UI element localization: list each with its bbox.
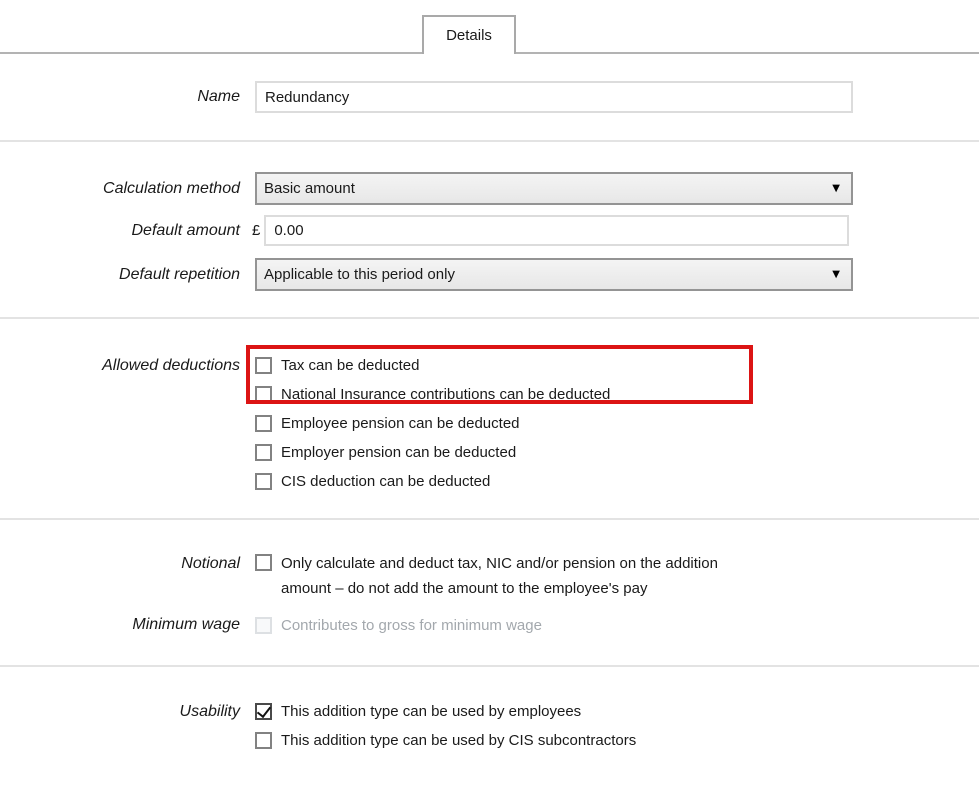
usability-row-cis [255, 726, 636, 755]
notional-option-text [281, 551, 718, 601]
minimum-wage-row [255, 615, 542, 635]
usability-label: Usability [179, 703, 240, 720]
currency-symbol: £ [252, 222, 261, 239]
notional-row [255, 551, 718, 601]
minimum-wage-label: Minimum wage [132, 616, 240, 633]
default-amount-input[interactable] [264, 215, 849, 246]
checkbox-label: This addition type can be used by CIS subcontractors [281, 732, 637, 749]
checkbox-label: Employer pension can be deducted [281, 444, 517, 461]
usability-row-employees [255, 697, 636, 726]
default-repetition-label: Default repetition [119, 265, 240, 283]
usability-section [0, 667, 979, 755]
calculation-method-dropdown[interactable] [255, 172, 853, 205]
allowed-deductions-label: Allowed deductions [102, 357, 240, 374]
tab-bar [0, 0, 979, 54]
checkbox-label: Tax can be deducted [281, 357, 420, 374]
deduction-row-cis [255, 467, 610, 496]
employer-pension-checkbox[interactable] [255, 444, 272, 461]
name-section [0, 54, 979, 140]
notional-option-line2: amount – do not add the amount to the employee's pay [281, 580, 648, 597]
notional-label: Notional [181, 555, 240, 572]
calculation-section [0, 142, 979, 317]
calculation-method-label: Calculation method [103, 179, 240, 197]
checkbox-label: National Insurance contributions can be deducted [281, 386, 611, 403]
default-amount-label: Default amount [131, 221, 240, 239]
tax-deducted-checkbox[interactable] [255, 357, 272, 374]
ni-deducted-checkbox[interactable] [255, 386, 272, 403]
calculation-method-value: Basic amount [264, 180, 355, 197]
deduction-row-ni [255, 380, 610, 409]
employee-pension-checkbox[interactable] [255, 415, 272, 432]
checkbox-label: Employee pension can be deducted [281, 415, 520, 432]
deduction-row-employee-pension [255, 409, 610, 438]
notional-checkbox[interactable] [255, 554, 272, 571]
checkbox-label: CIS deduction can be deducted [281, 473, 491, 490]
chevron-down-icon: ▼ [832, 183, 840, 194]
deduction-row-employer-pension [255, 438, 610, 467]
allowed-deductions-section [0, 319, 979, 518]
cis-deduction-checkbox[interactable] [255, 473, 272, 490]
chevron-down-icon: ▼ [832, 269, 840, 280]
tab-details[interactable] [422, 15, 516, 54]
notional-option-line1: Only calculate and deduct tax, NIC and/or pension on the addition [281, 555, 718, 572]
used-by-cis-checkbox[interactable] [255, 732, 272, 749]
checkbox-label: This addition type can be used by employees [281, 703, 582, 720]
name-label: Name [197, 88, 240, 105]
deduction-row-tax [255, 351, 610, 380]
checkbox-label: Contributes to gross for minimum wage [281, 616, 542, 634]
name-input[interactable] [255, 81, 853, 113]
minimum-wage-checkbox [255, 617, 272, 634]
notional-section [0, 520, 979, 665]
used-by-employees-checkbox[interactable] [255, 703, 272, 720]
default-repetition-value: Applicable to this period only [264, 266, 455, 283]
tab-details-label: Details [446, 27, 492, 44]
default-repetition-dropdown[interactable] [255, 258, 853, 291]
